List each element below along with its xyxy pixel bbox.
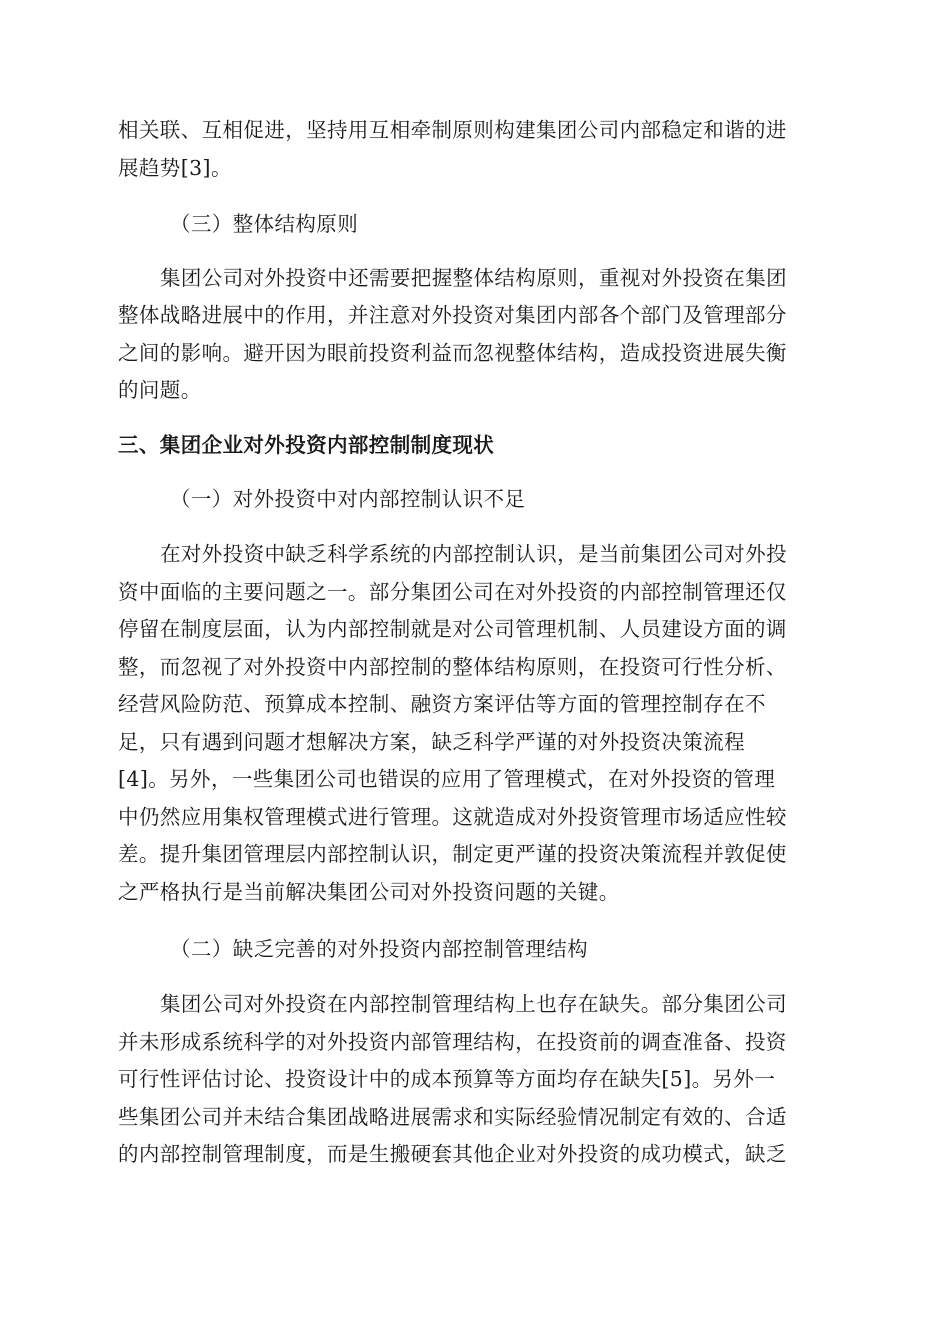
paragraph-line: 集团公司对外投资中还需要把握整体结构原则，重视对外投资在集团 — [160, 266, 787, 290]
paragraph-line: 资中面临的主要问题之一。部分集团公司在对外投资的内部控制管理还仅 — [118, 580, 787, 604]
sub-heading: （二）缺乏完善的对外投资内部控制管理结构 — [170, 937, 588, 961]
sub-heading: （三）整体结构原则 — [170, 212, 359, 236]
paragraph-line: 整，而忽视了对外投资中内部控制的整体结构原则，在投资可行性分析、 — [118, 655, 787, 679]
paragraph-line: 的问题。 — [118, 378, 202, 402]
paragraph-line: 整体战略进展中的作用，并注意对外投资对集团内部各个部门及管理部分 — [118, 303, 787, 327]
paragraph-line: 可行性评估讨论、投资设计中的成本预算等方面均存在缺失[5]。另外一 — [118, 1067, 776, 1091]
paragraph-line: 集团公司对外投资在内部控制管理结构上也存在缺失。部分集团公司 — [160, 992, 787, 1016]
paragraph-line: [4]。另外，一些集团公司也错误的应用了管理模式，在对外投资的管理 — [118, 767, 776, 791]
paragraph-line: 经营风险防范、预算成本控制、融资方案评估等方面的管理控制存在不 — [118, 692, 766, 716]
paragraph-line: 展趋势[3]。 — [118, 156, 232, 180]
paragraph-line: 些集团公司并未结合集团战略进展需求和实际经验情况制定有效的、合适 — [118, 1105, 787, 1129]
paragraph-line: 在对外投资中缺乏科学系统的内部控制认识，是当前集团公司对外投 — [160, 542, 787, 566]
paragraph-line: 之间的影响。避开因为眼前投资利益而忽视整体结构，造成投资进展失衡 — [118, 341, 787, 365]
paragraph-line: 中仍然应用集权管理模式进行管理。这就造成对外投资管理市场适应性较 — [118, 805, 787, 829]
section-heading: 三、集团企业对外投资内部控制制度现状 — [118, 433, 495, 457]
paragraph-line: 停留在制度层面，认为内部控制就是对公司管理机制、人员建设方面的调 — [118, 617, 787, 641]
sub-heading: （一）对外投资中对内部控制认识不足 — [170, 487, 526, 511]
paragraph-line: 足，只有遇到问题才想解决方案，缺乏科学严谨的对外投资决策流程 — [118, 730, 745, 754]
paragraph-line: 并未形成系统科学的对外投资内部管理结构，在投资前的调查准备、投资 — [118, 1030, 787, 1054]
paragraph-line: 差。提升集团管理层内部控制认识，制定更严谨的投资决策流程并敦促使 — [118, 842, 787, 866]
paragraph-line: 的内部控制管理制度，而是生搬硬套其他企业对外投资的成功模式，缺乏 — [118, 1142, 787, 1166]
paragraph-line: 相关联、互相促进，坚持用互相牵制原则构建集团公司内部稳定和谐的进 — [118, 118, 787, 142]
paragraph-line: 之严格执行是当前解决集团公司对外投资问题的关键。 — [118, 880, 620, 904]
